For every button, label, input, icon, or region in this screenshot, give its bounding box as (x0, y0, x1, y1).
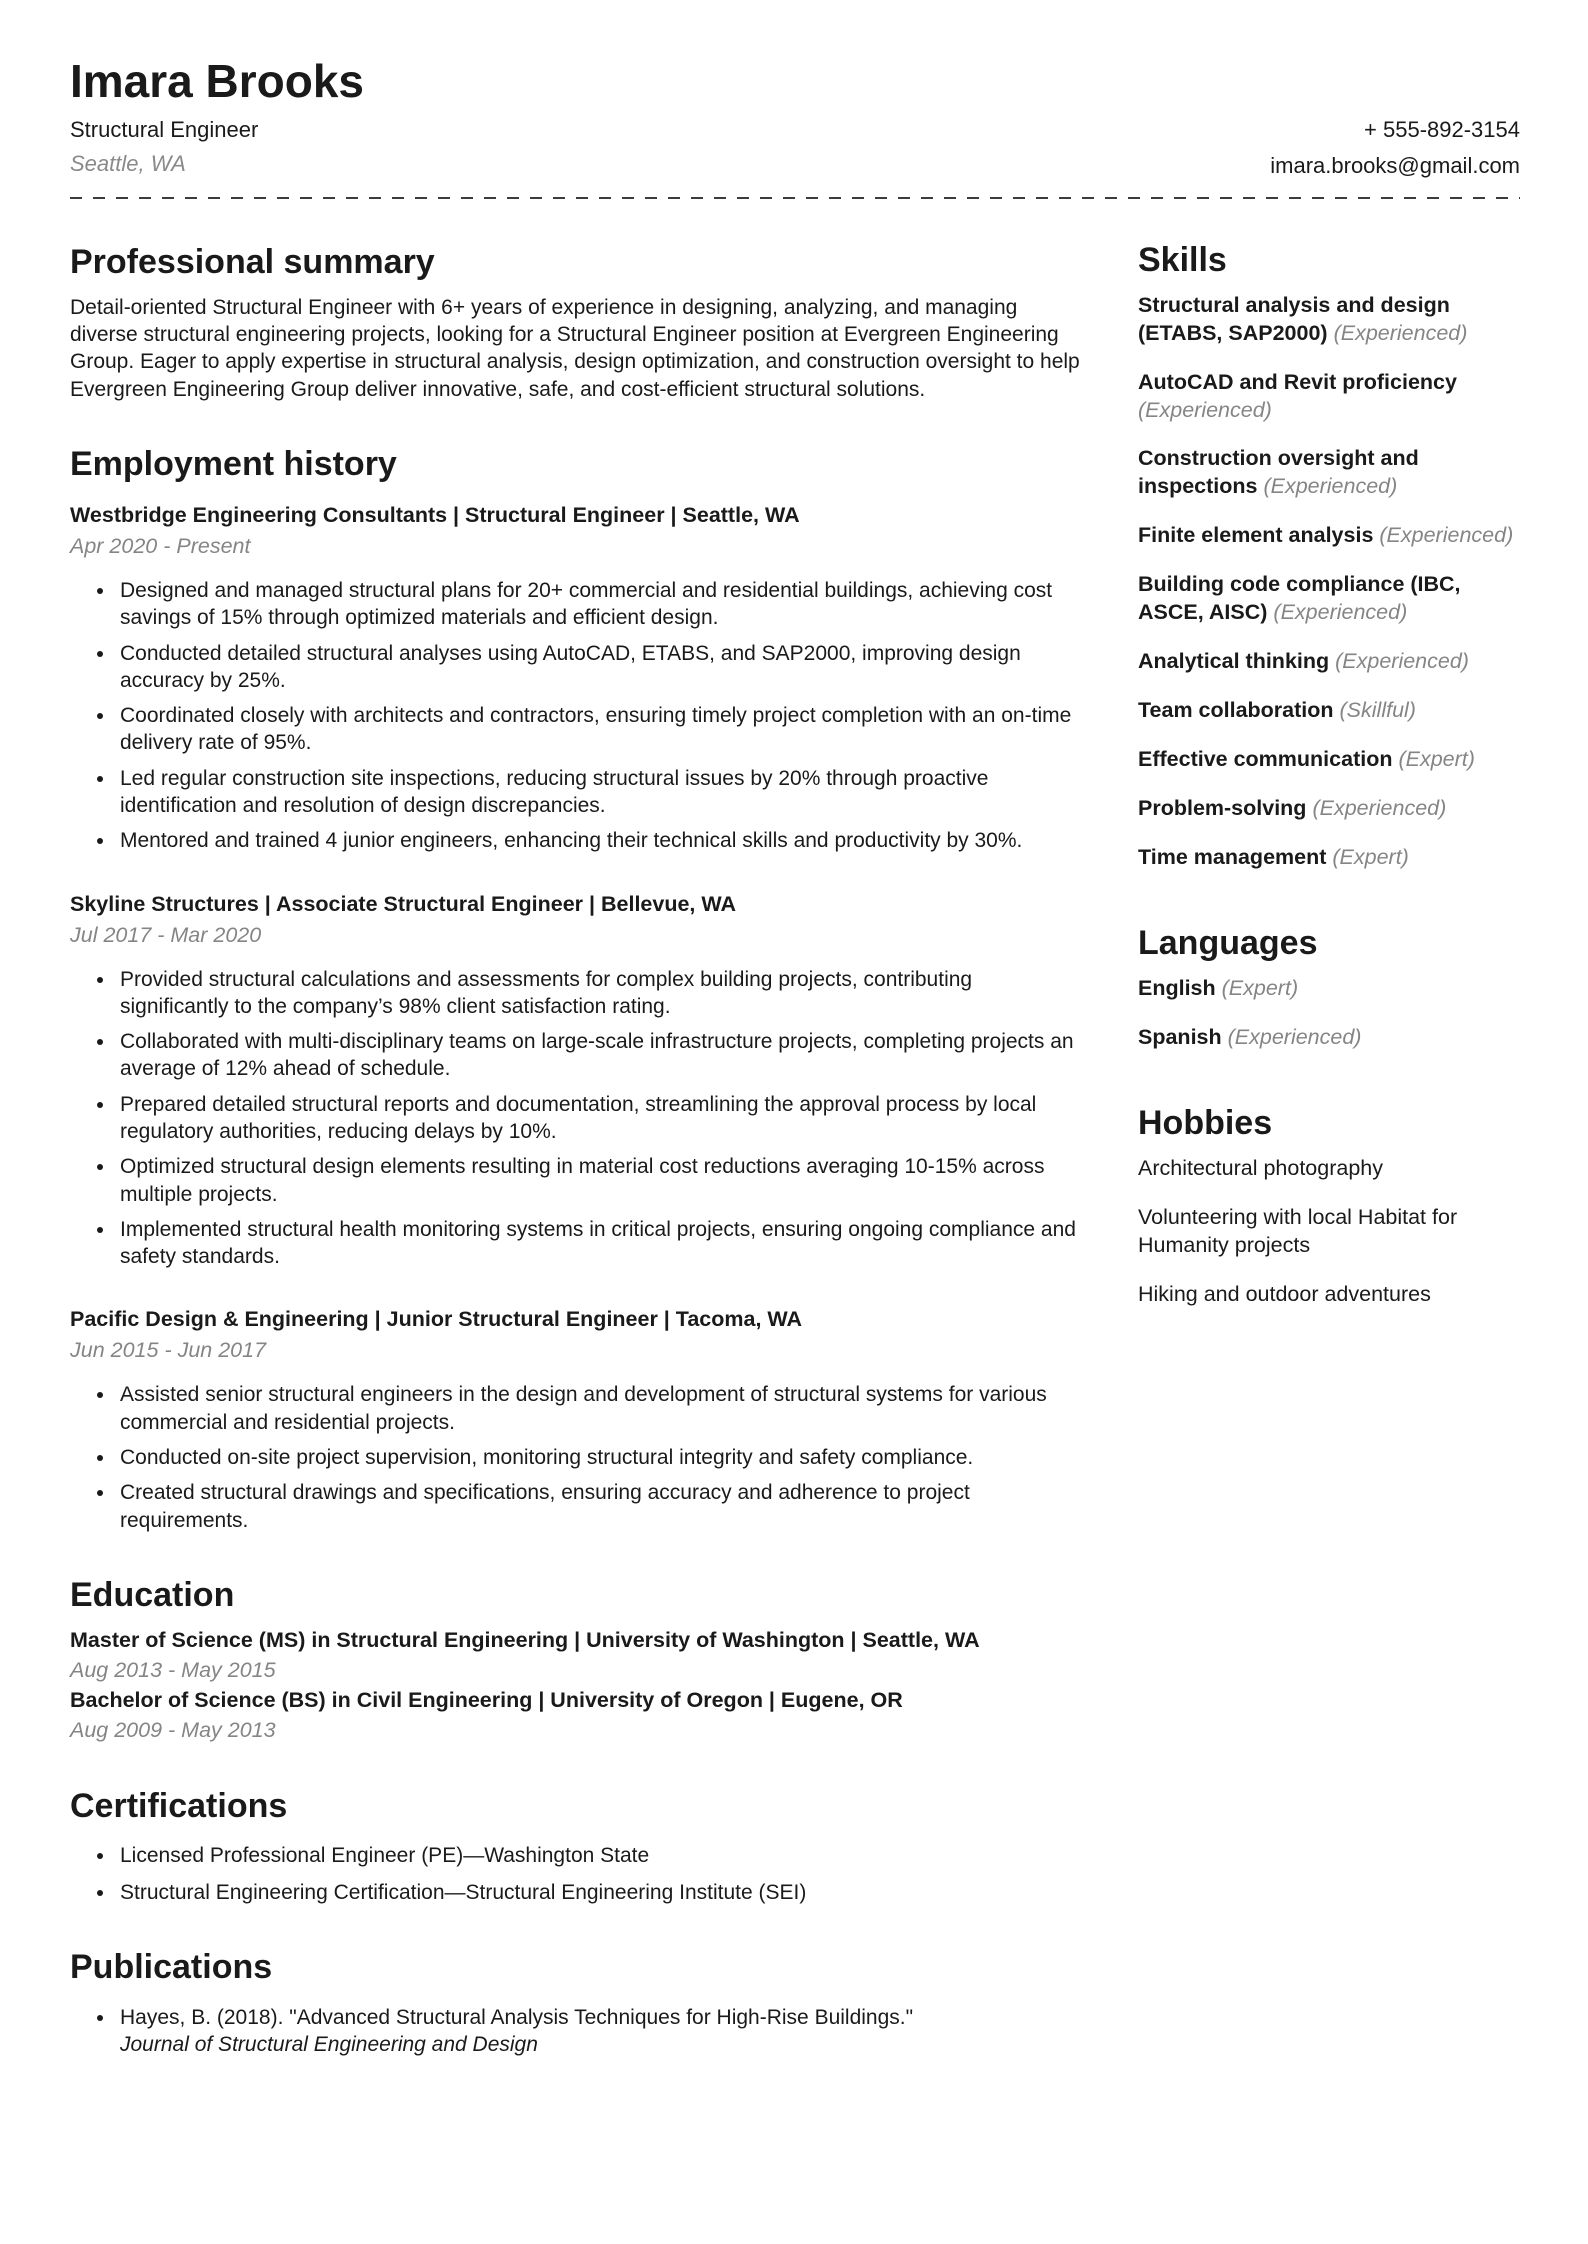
sidebar (1138, 201, 1520, 2069)
job-bullet: • Provided structural calculations and assessments for complex building projects, contributing significantly to the company’s 98% client satisfaction rating. (116, 966, 1080, 1021)
email-address: imara.brooks@gmail.com (1270, 152, 1520, 178)
skill-name: Construction oversight and inspections (1138, 446, 1419, 499)
publication-citation: Hayes, B. (2018). "Advanced Structural Analysis Techniques for High-Rise Buildings." (120, 2005, 914, 2029)
candidate-job-title: Structural Engineer (70, 116, 259, 142)
edu-dates: Aug 2013 - May 2015 (70, 1657, 276, 1682)
header-identity (70, 56, 364, 177)
job-bullet: • Coordinated closely with architects and contractors, ensuring timely project completion with an on-time delivery rate of 95%. (116, 702, 1080, 757)
certifications-heading: Certifications (70, 1786, 288, 1825)
job-bullet: • Mentored and trained 4 junior engineers, enhancing their technical skills and productivity by 30%. (116, 827, 1080, 854)
job-bullet: • Collaborated with multi-disciplinary teams on large-scale infrastructure projects, completing projects an average of 12% ahead of schedule. (116, 1028, 1080, 1083)
skill-level: (Experienced) (1273, 600, 1408, 625)
edu-title-line: Master of Science (MS) in Structural Engineering | University of Washington | Seattle, WA (70, 1628, 980, 1652)
skill-name: Effective communication (1138, 747, 1393, 771)
employment-heading: Employment history (70, 444, 397, 483)
skill-level: (Experienced) (1333, 320, 1468, 345)
skill-level: (Experienced) (1138, 397, 1272, 422)
job-bullet-list (70, 966, 1080, 1271)
languages-heading: Languages (1138, 923, 1318, 962)
job-entry (70, 891, 1080, 1271)
hobby-item: Hiking and outdoor adventures (1138, 1281, 1431, 1306)
language-level: (Experienced) (1227, 1024, 1362, 1049)
resume-header (70, 56, 1520, 177)
skill-level: (Experienced) (1312, 795, 1447, 820)
publication-item (116, 2004, 1080, 2059)
edu-dates: Aug 2009 - May 2013 (70, 1717, 276, 1742)
summary-section (70, 243, 1080, 403)
job-entry (70, 1306, 1080, 1533)
skill-level: (Experienced) (1263, 474, 1398, 499)
skill-item (1138, 369, 1520, 425)
summary-heading: Professional summary (70, 242, 435, 281)
certification-item: • Structural Engineering Certification—Structural Engineering Institute (SEI) (116, 1879, 1080, 1906)
phone-number: + 555-892-3154 (1364, 116, 1520, 142)
language-item (1138, 975, 1520, 1003)
languages-section (1138, 924, 1520, 1052)
job-dates: Apr 2020 - Present (70, 533, 251, 558)
employment-section (70, 445, 1080, 1534)
skills-heading: Skills (1138, 240, 1227, 279)
content-columns (70, 201, 1520, 2069)
publications-section (70, 1948, 1080, 2058)
candidate-location: Seattle, WA (70, 150, 186, 176)
main-column (70, 201, 1080, 2069)
skill-level: (Experienced) (1335, 649, 1469, 674)
candidate-name: Imara Brooks (70, 55, 365, 107)
job-title-line: Pacific Design & Engineering | Junior Structural Engineer | Tacoma, WA (70, 1307, 803, 1332)
language-name: Spanish (1138, 1024, 1222, 1049)
job-bullet: • Assisted senior structural engineers in the design and development of structural systems for various commercial and residential projects. (116, 1381, 1080, 1436)
job-bullet: • Created structural drawings and specifications, ensuring accuracy and adherence to project requirements. (116, 1479, 1080, 1534)
edu-title-line: Bachelor of Science (BS) in Civil Engineering | University of Oregon | Eugene, OR (70, 1687, 903, 1712)
job-bullet: • Designed and managed structural plans for 20+ commercial and residential buildings, achieving cost savings of 15% through optimized materials and efficient design. (116, 577, 1080, 632)
skill-item (1138, 746, 1520, 774)
job-bullet: • Conducted detailed structural analyses using AutoCAD, ETABS, and SAP2000, improving design accuracy by 25%. (116, 640, 1080, 695)
skill-level: (Skillful) (1339, 698, 1416, 723)
job-bullet: • Implemented structural health monitoring systems in critical projects, ensuring ongoing compliance and safety standards. (116, 1216, 1080, 1271)
skill-level: (Experienced) (1379, 523, 1514, 548)
skill-item (1138, 292, 1520, 348)
edu-entry (70, 1627, 1080, 1685)
skill-name: Building code compliance (IBC, ASCE, AISC) (1138, 572, 1461, 625)
job-title-line: Skyline Structures | Associate Structural Engineer | Bellevue, WA (70, 891, 737, 916)
hobbies-heading: Hobbies (1138, 1103, 1273, 1142)
job-bullet: • Optimized structural design elements resulting in material cost reductions averaging 10-15% across multiple projects. (116, 1153, 1080, 1208)
language-level: (Expert) (1221, 975, 1299, 1000)
certifications-section (70, 1787, 1080, 1907)
job-bullet: • Led regular construction site inspections, reducing structural issues by 20% through proactive identification and resolution of design discrepancies. (116, 765, 1080, 820)
job-bullet-list (70, 1381, 1080, 1533)
publications-list (70, 2004, 1080, 2059)
skill-item (1138, 571, 1520, 627)
job-dates: Jun 2015 - Jun 2017 (70, 1338, 267, 1363)
job-entry (70, 502, 1080, 855)
education-heading: Education (70, 1575, 235, 1614)
skill-name: Problem-solving (1138, 795, 1307, 820)
header-contact (1270, 116, 1520, 178)
job-bullet: • Conducted on-site project supervision, monitoring structural integrity and safety compliance. (116, 1444, 1080, 1471)
hobby-item: Volunteering with local Habitat for Humanity projects (1138, 1204, 1458, 1257)
skill-name: Finite element analysis (1138, 523, 1374, 548)
skill-item (1138, 795, 1520, 823)
language-name: English (1138, 975, 1216, 1000)
skill-name: Structural analysis and design (ETABS, SAP2000) (1138, 292, 1450, 345)
job-bullet: • Prepared detailed structural reports and documentation, streamlining the approval process by local regulatory authorities, reducing delays by 10%. (116, 1091, 1080, 1146)
skill-item (1138, 445, 1520, 501)
skill-name: Team collaboration (1138, 698, 1334, 723)
skill-item (1138, 648, 1520, 676)
skill-item (1138, 522, 1520, 550)
skill-level: (Expert) (1332, 844, 1409, 869)
certification-item: • Licensed Professional Engineer (PE)—Washington State (116, 1842, 1080, 1869)
skills-section (1138, 241, 1520, 872)
language-item (1138, 1024, 1520, 1052)
publications-heading: Publications (70, 1948, 273, 1987)
skill-item (1138, 697, 1520, 725)
skill-name: Analytical thinking (1138, 649, 1330, 674)
skill-level: (Expert) (1398, 747, 1475, 771)
job-bullet-list (70, 577, 1080, 855)
header-divider (70, 197, 1520, 199)
education-section (70, 1576, 1080, 1745)
job-dates: Jul 2017 - Mar 2020 (70, 922, 262, 947)
summary-text: Detail-oriented Structural Engineer with 6+ years of experience in designing, analyzing, and managing diverse structural engineering projects, looking for a Structural Engineer position at Evergreen Engineering Group. Eager to apply expertise in structural analysis, design optimization, and construction oversight to help Evergreen Engineering Group deliver innovative, safe, and cost-efficient structural solutions. (70, 295, 1080, 401)
hobby-item: Architectural photography (1138, 1155, 1384, 1180)
job-title-line: Westbridge Engineering Consultants | Structural Engineer | Seattle, WA (70, 502, 800, 527)
publication-journal: Journal of Structural Engineering and Design (120, 2032, 538, 2056)
hobbies-section (1138, 1104, 1520, 1309)
certifications-list (70, 1842, 1080, 1907)
skill-name: AutoCAD and Revit proficiency (1138, 369, 1457, 394)
edu-entry (70, 1687, 1080, 1745)
skill-item (1138, 844, 1520, 872)
skill-name: Time management (1138, 844, 1327, 869)
